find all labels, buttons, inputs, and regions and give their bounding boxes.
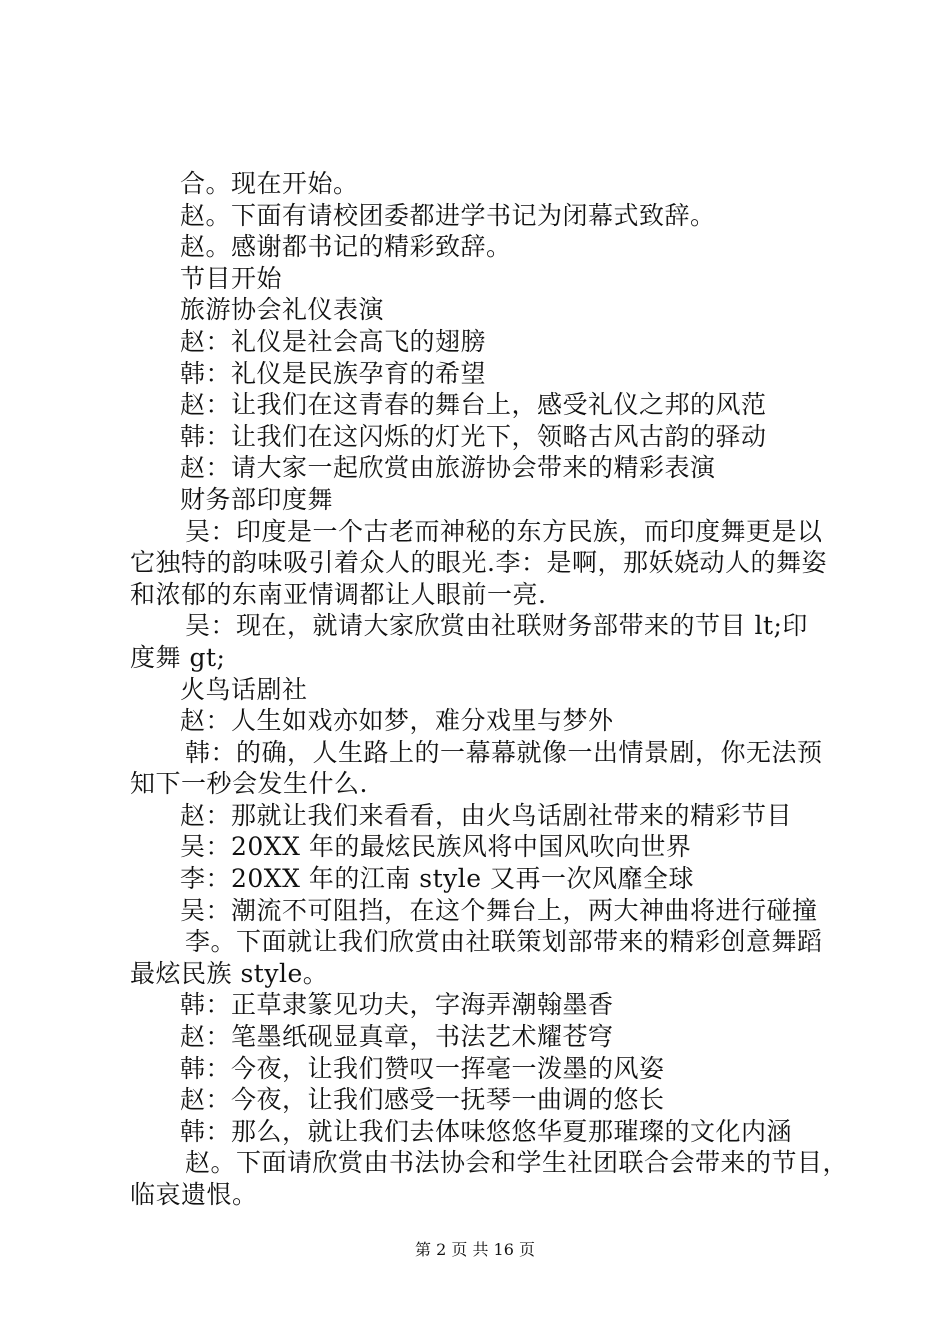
text-line: 赵：礼仪是社会高飞的翅膀 — [180, 326, 487, 356]
text-line: 韩：今夜，让我们赞叹一挥毫一泼墨的风姿 — [180, 1053, 665, 1083]
text-line: 知下一秒会发生什么. — [130, 769, 368, 799]
page-number-footer: 第 2 页 共 16 页 — [415, 1240, 535, 1259]
text-line: 赵。下面有请校团委都进学书记为闭幕式致辞。 — [180, 200, 716, 230]
text-line: 韩：那么，就让我们去体味悠悠华夏那璀璨的文化内涵 — [180, 1116, 793, 1146]
text-line: 韩：礼仪是民族孕育的希望 — [180, 358, 487, 388]
text-line: 吴：20XX 年的最炫民族风将中国风吹向世界 — [180, 832, 692, 862]
text-line: 最炫民族 style。 — [130, 958, 329, 988]
text-line: 合。现在开始。 — [180, 169, 359, 198]
text-line: 韩：正草隶篆见功夫，字海弄潮翰墨香 — [180, 990, 614, 1020]
text-line: 度舞 gt; — [130, 642, 226, 672]
section-heading: 节目开始 — [180, 263, 283, 293]
text-line: 赵：今夜，让我们感受一抚琴一曲调的悠长 — [180, 1085, 665, 1115]
text-line: 赵。下面请欣赏由书法协会和学生社团联合会带来的节目， — [185, 1148, 849, 1178]
text-line: 吴：潮流不可阻挡，在这个舞台上，两大神曲将进行碰撞 — [180, 895, 818, 925]
text-line: 它独特的韵味吸引着众人的眼光.李：是啊，那妖娆动人的舞姿 — [130, 548, 827, 578]
text-line: 赵：请大家一起欣赏由旅游协会带来的精彩表演 — [180, 453, 716, 483]
text-line: 和浓郁的东南亚情调都让人眼前一亮. — [130, 579, 547, 609]
section-heading: 财务部印度舞 — [180, 484, 334, 514]
text-line: 李：20XX 年的江南 style 又再一次风靡全球 — [180, 864, 695, 894]
text-line: 赵：让我们在这青春的舞台上，感受礼仪之邦的风范 — [180, 390, 767, 420]
document-body — [130, 168, 849, 1211]
section-heading: 旅游协会礼仪表演 — [180, 295, 385, 325]
text-line: 赵：人生如戏亦如梦，难分戏里与梦外 — [180, 706, 614, 736]
text-line: 临哀遗恨。 — [130, 1180, 258, 1209]
text-line: 吴：印度是一个古老而神秘的东方民族，而印度舞更是以 — [185, 516, 823, 546]
section-heading: 火鸟话剧社 — [180, 674, 308, 704]
text-line: 赵：笔墨纸砚显真章，书法艺术耀苍穹 — [180, 1022, 614, 1052]
text-line: 赵：那就让我们来看看，由火鸟话剧社带来的精彩节目 — [180, 800, 793, 830]
text-line: 李。下面就让我们欣赏由社联策划部带来的精彩创意舞蹈 — [185, 927, 823, 957]
text-line: 吴：现在，就请大家欣赏由社联财务部带来的节目 lt;印 — [185, 611, 808, 641]
text-line: 韩：让我们在这闪烁的灯光下，领略古风古韵的驿动 — [180, 421, 767, 451]
text-line: 韩：的确，人生路上的一幕幕就像一出情景剧，你无法预 — [185, 737, 823, 767]
text-line: 赵。感谢都书记的精彩致辞。 — [180, 232, 512, 262]
